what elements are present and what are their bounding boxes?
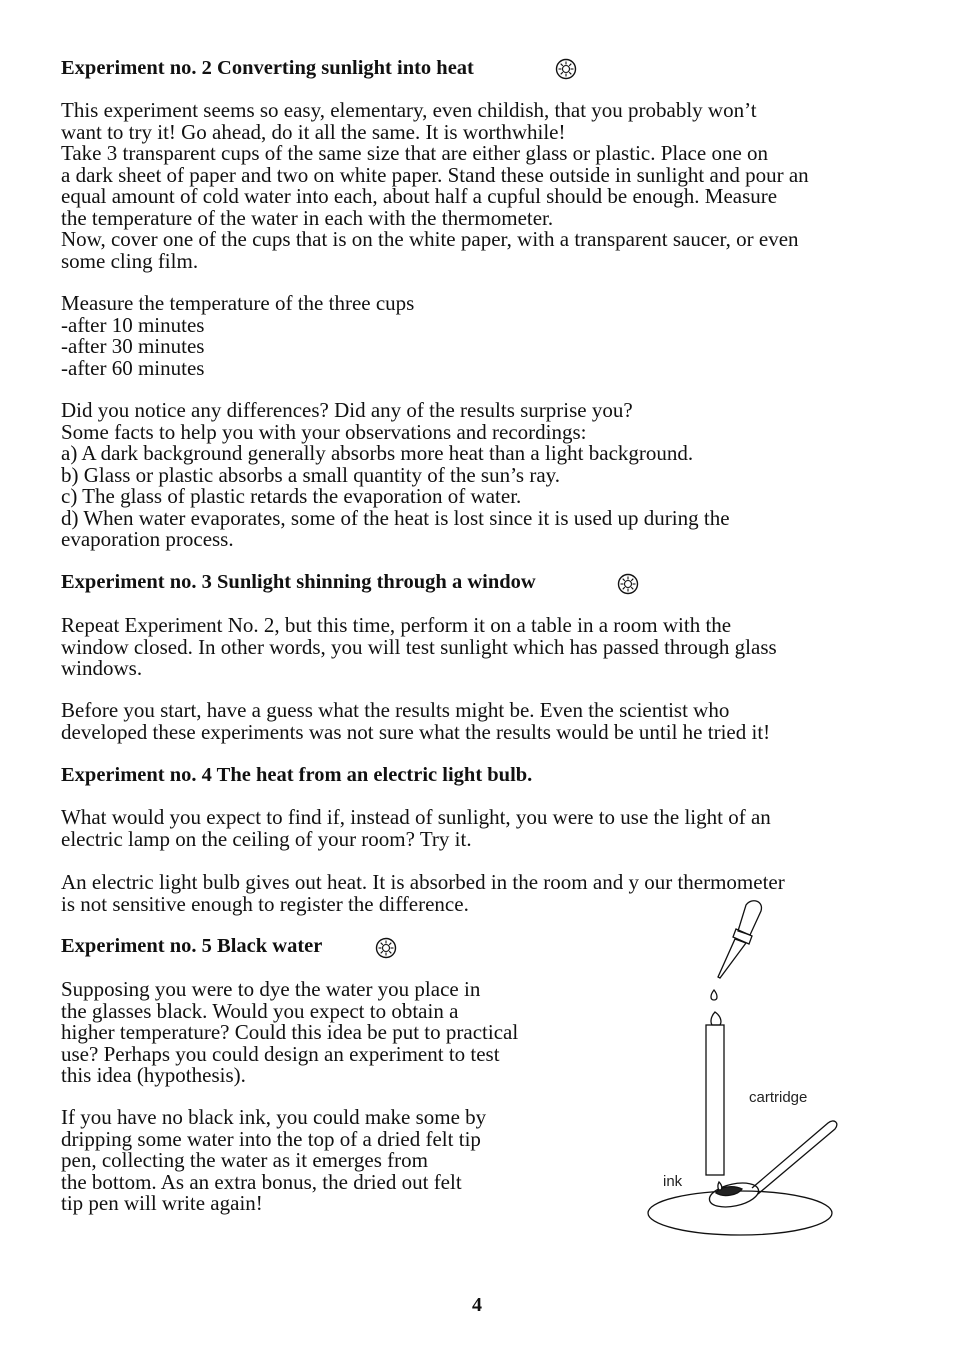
text-line: use? Perhaps you could design an experiment to test <box>61 1041 500 1066</box>
text-line: If you have no black ink, you could make some by <box>61 1105 487 1129</box>
text-line: this idea (hypothesis). <box>61 1063 246 1087</box>
exp4-paragraph-1 <box>61 807 771 850</box>
text-line: pen, collecting the water as it emerges from <box>61 1148 428 1172</box>
exp5-paragraph-2 <box>61 1107 486 1215</box>
text-line: want to try it! Go ahead, do it all the same. It is worthwhile! <box>61 119 566 144</box>
exp5-heading: Experiment no. 5 Black water <box>61 935 323 957</box>
sun-icon <box>617 573 639 595</box>
text-line: Take 3 transparent cups of the same size that are either glass or plastic. Place one on <box>61 141 769 165</box>
dropper-tube <box>718 939 746 978</box>
text-line: the temperature of the water in each with the thermometer. <box>61 205 554 230</box>
exp4-heading: Experiment no. 4 The heat from an electric light bulb. <box>61 764 533 786</box>
exp2-paragraph-3 <box>61 400 730 551</box>
text-line: Repeat Experiment No. 2, but this time, perform it on a table in a room with the <box>61 613 732 637</box>
text-line: Now, cover one of the cups that is on the white paper, with a transparent saucer, or even <box>61 227 799 251</box>
cartridge <box>706 1025 724 1175</box>
text-line: Before you start, have a guess what the results might be. Even the scientist who <box>61 698 730 722</box>
text-line: equal amount of cold water into each, about half a cupful should be enough. Measure <box>61 184 778 208</box>
exp3-paragraph-2 <box>61 700 770 743</box>
cartridge-tip <box>711 1012 721 1025</box>
text-line: a) A dark background generally absorbs more heat than a light background. <box>61 441 694 465</box>
text-line: the glasses black. Would you expect to obtain a <box>61 998 459 1023</box>
exp2-heading: Experiment no. 2 Converting sunlight into heat <box>61 57 474 79</box>
text-line: electric lamp on the ceiling of your room? Try it. <box>61 826 472 851</box>
exp5-paragraph-1 <box>61 979 518 1087</box>
exp3-heading: Experiment no. 3 Sunlight shinning through a window <box>61 571 536 593</box>
text-line: developed these experiments was not sure what the results would be until he tried it! <box>61 719 771 744</box>
exp2-paragraph-2 <box>61 293 414 379</box>
text-line: -after 30 minutes <box>61 334 205 358</box>
text-line: Measure the temperature of the three cups <box>61 291 415 315</box>
spoon-handle <box>752 1121 837 1194</box>
page-number: 4 <box>472 1294 482 1316</box>
text-line: What would you expect to find if, instead of sunlight, you were to use the light of an <box>61 805 771 829</box>
sun-icon <box>375 937 397 959</box>
ink-label: ink <box>663 1173 683 1190</box>
text-line: This experiment seems so easy, elementary, even childish, that you probably won’t <box>61 98 757 122</box>
spoon-bowl <box>707 1179 760 1211</box>
text-line: c) The glass of plastic retards the evaporation of water. <box>61 484 522 508</box>
text-line: Some facts to help you with your observations and recordings: <box>61 419 587 444</box>
sun-icon <box>555 58 577 80</box>
exp2-paragraph-1 <box>61 100 809 272</box>
text-line: window closed. In other words, you will test sunlight which has passed through glass <box>61 634 777 659</box>
text-line: dripping some water into the top of a dried felt tip <box>61 1126 481 1151</box>
text-line: -after 60 minutes <box>61 355 205 380</box>
dropper-bulb <box>738 901 761 935</box>
text-line: is not sensitive enough to register the difference. <box>61 891 469 916</box>
exp3-paragraph-1 <box>61 615 777 680</box>
saucer <box>648 1191 832 1235</box>
text-line: Supposing you were to dye the water you place in <box>61 977 481 1001</box>
text-line: An electric light bulb gives out heat. It is absorbed in the room and y our thermometer <box>61 870 785 894</box>
text-line: higher temperature? Could this idea be put to practical <box>61 1020 519 1044</box>
text-line: the bottom. As an extra bonus, the dried out felt <box>61 1169 462 1194</box>
text-line: -after 10 minutes <box>61 312 205 337</box>
text-line: some cling film. <box>61 248 199 273</box>
text-line: a dark sheet of paper and two on white paper. Stand these outside in sunlight and pour an <box>61 162 809 187</box>
text-line: tip pen will write again! <box>61 1191 263 1215</box>
black-water-illustration <box>640 895 850 1240</box>
text-line: evaporation process. <box>61 527 234 551</box>
cartridge-label: cartridge <box>749 1089 808 1106</box>
ink-drop <box>711 990 717 1000</box>
text-line: windows. <box>61 656 143 680</box>
text-line: d) When water evaporates, some of the heat is lost since it is used up during the <box>61 505 730 530</box>
text-line: Did you notice any differences? Did any of the results surprise you? <box>61 398 633 422</box>
text-line: b) Glass or plastic absorbs a small quantity of the sun’s ray. <box>61 462 561 487</box>
